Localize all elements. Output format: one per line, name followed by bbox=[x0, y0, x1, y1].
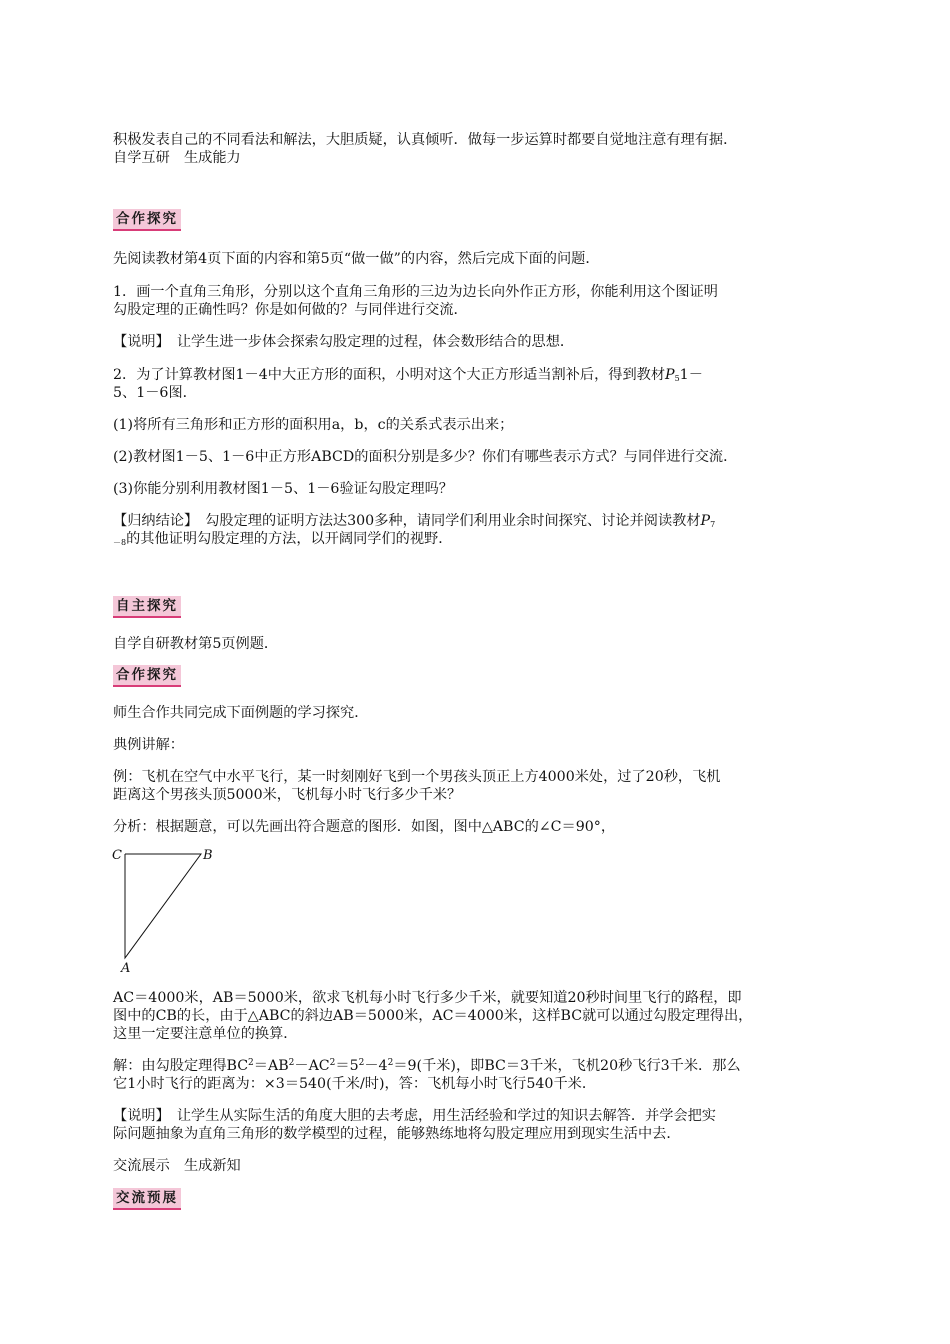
exponent: 2 bbox=[329, 1058, 336, 1068]
exponent: 2 bbox=[387, 1058, 394, 1068]
vertex-label-b: B bbox=[203, 848, 213, 863]
exponent: 2 bbox=[288, 1058, 295, 1068]
figure-ref: 1－ bbox=[679, 367, 703, 383]
badge-exchange-preview bbox=[113, 1188, 181, 1210]
page-ref-number: 7 bbox=[710, 520, 716, 529]
right-triangle-figure bbox=[108, 843, 218, 977]
conclusion-line-2 bbox=[113, 530, 835, 548]
note-label: 【说明】 bbox=[113, 334, 163, 350]
page-ref-p: P bbox=[665, 367, 675, 383]
question-2-sub-2: (2)教材图1－5、1－6中正方形ABCD的面积分别是多少？你们有哪些表示方式？与同伴进行交流． bbox=[113, 449, 738, 465]
exponent: 2 bbox=[248, 1058, 254, 1068]
badge-cooperative-inquiry-2 bbox=[113, 665, 181, 687]
note-label: 【说明】 bbox=[113, 1108, 163, 1124]
conclusion-line-1 bbox=[113, 512, 835, 530]
conclusion-label: 【归纳结论】 bbox=[113, 513, 192, 529]
paragraph-teacher-student: 师生合作共同完成下面例题的学习探究． bbox=[113, 705, 369, 721]
triangle-outline bbox=[125, 854, 201, 958]
question-2-line-2: 5、1－6图． bbox=[113, 385, 197, 401]
paragraph-reading-instruction: 先阅读教材第4页下面的内容和第5页“做一做”的内容，然后完成下面的问题． bbox=[113, 251, 600, 267]
solution-text: 解：由勾股定理得BC bbox=[113, 1058, 249, 1074]
note-text: 让学生从实际生活的角度大胆的去考虑，用生活经验和学过的知识去解答．并学会把实 bbox=[176, 1108, 716, 1124]
question-2-sub-1: (1)将所有三角形和正方形的面积用a，b，c的关系式表示出来； bbox=[113, 417, 514, 433]
question-2-line-1 bbox=[113, 366, 835, 384]
section-heading-exchange: 交流展示 生成新知 bbox=[113, 1158, 241, 1174]
page-ref-p: P bbox=[700, 513, 711, 529]
question-1-line-1: 1．画一个直角三角形，分别以这个直角三角形的三边为边长向外作正方形，你能利用这个图证明 bbox=[113, 284, 718, 300]
solution-text: ＝5 bbox=[335, 1058, 359, 1074]
badge-label: 合作探究 bbox=[116, 211, 178, 227]
badge-label: 交流预展 bbox=[116, 1190, 178, 1206]
question-2-sub-3: (3)你能分别利用教材图1－5、1－6验证勾股定理吗？ bbox=[113, 481, 453, 497]
page-ref-number: 5 bbox=[674, 374, 680, 383]
conclusion-text: 的其他证明勾股定理的方法，以开阔同学们的视野． bbox=[126, 531, 453, 547]
section-heading-self-study: 自学互研 生成能力 bbox=[113, 150, 241, 166]
analysis-cont-line-2: 图中的CB的长，由于△ABC的斜边AB＝5000米，AC＝4000米，这样BC就可以通过勾股定理得出， bbox=[113, 1008, 753, 1024]
badge-independent-inquiry bbox=[113, 596, 181, 618]
vertex-label-a: A bbox=[121, 961, 131, 976]
example-line-1: 例：飞机在空气中水平飞行，某一时刻刚好飞到一个男孩头顶正上方4000米处，过了20秒，飞机 bbox=[113, 769, 721, 785]
note-text: 让学生进一步体会探索勾股定理的过程，体会数形结合的思想． bbox=[176, 334, 575, 350]
vertex-label-c: C bbox=[112, 848, 122, 863]
solution-text: ＝9(千米)，即BC＝3千米，飞机20秒飞行3千米．那么 bbox=[393, 1058, 741, 1074]
analysis-cont-line-1: AC＝4000米，AB＝5000米，欲求飞机每小时飞行多少千米，就要知道20秒时间里飞行的路程，即 bbox=[113, 990, 742, 1006]
badge-label: 合作探究 bbox=[116, 667, 178, 683]
question-1-line-2: 勾股定理的正确性吗？你是如何做的？与同伴进行交流． bbox=[113, 302, 468, 318]
note-2-line-2: 际问题抽象为直角三角形的数学模型的过程，能够熟练地将勾股定理应用到现实生活中去． bbox=[113, 1126, 681, 1142]
note-1 bbox=[113, 333, 835, 351]
paragraph-self-study-example: 自学自研教材第5页例题． bbox=[113, 636, 279, 652]
analysis-cont-line-3: 这里一定要注意单位的换算． bbox=[113, 1026, 298, 1042]
page-ref-number: －8 bbox=[113, 538, 127, 547]
solution-text: －AC bbox=[294, 1058, 330, 1074]
badge-cooperative-inquiry bbox=[113, 209, 181, 231]
solution-text: ＝AB bbox=[253, 1058, 289, 1074]
solution-line-2: 它1小时飞行的距离为：×3＝540(千米/时)，答：飞机每小时飞行540千米． bbox=[113, 1076, 597, 1092]
question-2-text: 2．为了计算教材图1－4中大正方形的面积，小明对这个大正方形适当割补后，得到教材 bbox=[113, 367, 666, 383]
note-2-line-1 bbox=[113, 1107, 835, 1125]
exponent: 2 bbox=[358, 1058, 365, 1068]
paragraph-discussion-attitude: 积极发表自己的不同看法和解法，大胆质疑，认真倾听．做每一步运算时都要自觉地注意有理有据． bbox=[113, 132, 738, 148]
solution-text: －4 bbox=[364, 1058, 388, 1074]
badge-label: 自主探究 bbox=[116, 598, 178, 614]
analysis-line: 分析：根据题意，可以先画出符合题意的图形．如图，图中△ABC的∠C＝90°， bbox=[113, 819, 616, 835]
conclusion-text: 勾股定理的证明方法达300多种，请同学们利用业余时间探究、讨论并阅读教材 bbox=[205, 513, 701, 529]
paragraph-example-heading: 典例讲解： bbox=[113, 737, 184, 753]
example-line-2: 距离这个男孩头顶5000米，飞机每小时飞行多少千米？ bbox=[113, 787, 462, 803]
solution-line-1 bbox=[113, 1057, 835, 1075]
